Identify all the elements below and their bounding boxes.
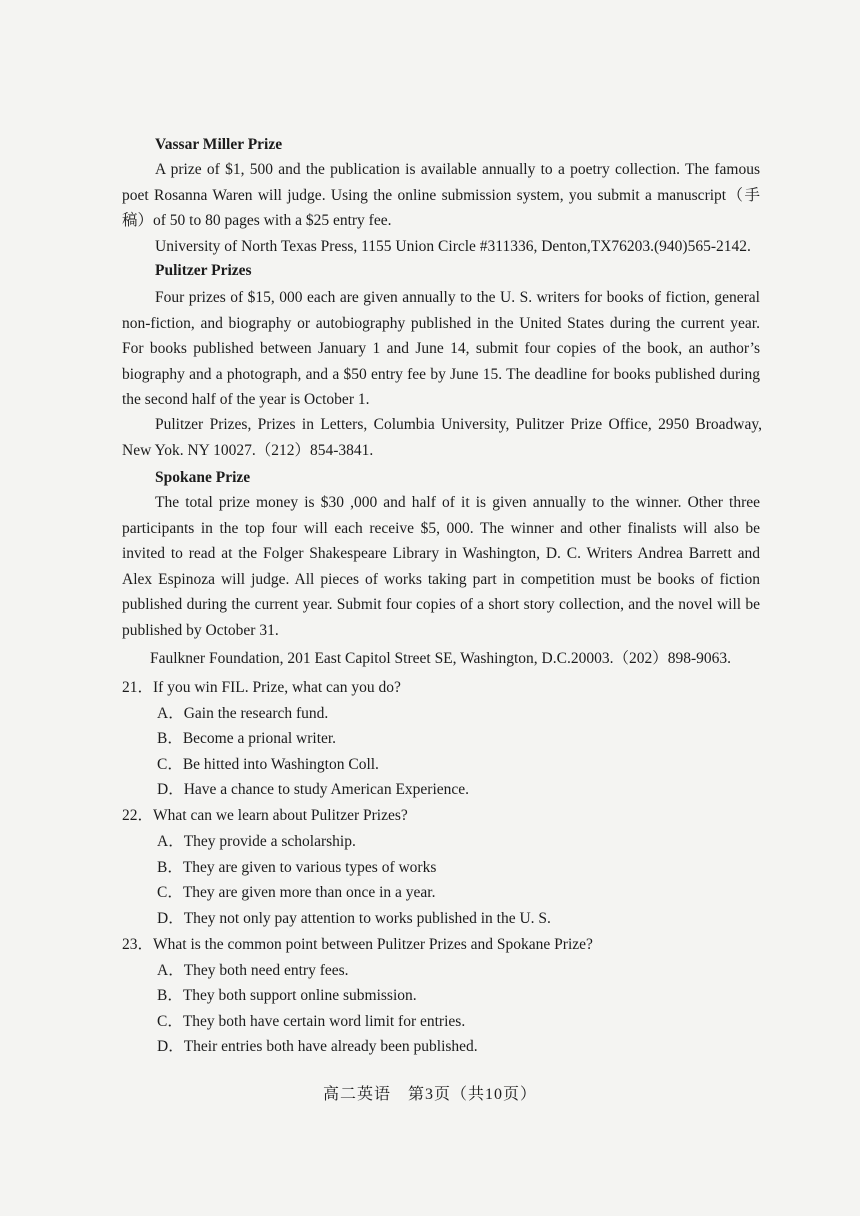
question-option[interactable]: B．They are given to various types of works <box>157 859 437 876</box>
page-footer: 高二英语 第3页（共10页） <box>322 1086 537 1103</box>
question-option[interactable]: A．They provide a scholarship. <box>157 833 356 850</box>
question-option[interactable]: B．They both support online submission. <box>157 987 417 1004</box>
section-address-vassar: University of North Texas Press, 1155 Union Circle #311336, Denton,TX76203.(940)565-2142. <box>155 238 751 255</box>
question-option[interactable]: A．They both need entry fees. <box>157 962 349 979</box>
question-option[interactable]: B．Become a prional writer. <box>157 730 337 747</box>
question-stem: 22．What can we learn about Pulitzer Prizes? <box>122 807 408 824</box>
section-title-pulitzer: Pulitzer Prizes <box>155 262 252 279</box>
section-body-vassar: A prize of $1, 500 and the publication is available annually to a poetry collection. The famous poet Rosanna Waren will judge. Using the online submission system, you submit a manuscript（手稿）of 50 to 80 pages with a $25 entry fee. <box>122 161 760 230</box>
question-stem: 21．If you win FIL. Prize, what can you do? <box>122 679 401 696</box>
question-option[interactable]: C．They both have certain word limit for entries. <box>157 1013 466 1030</box>
section-address-spokane: Faulkner Foundation, 201 East Capitol Street SE, Washington, D.C.20003.（202）898-9063. <box>150 650 731 667</box>
section-body-spokane: The total prize money is $30 ,000 and half of it is given annually to the winner. Other three participants in the top four will each receive $5, 000. The winner and other finalists will also be invited to read at the Folger Shakespeare Library in Washington, D. C. Writers Andrea Barrett and Alex Espinoza will judge. All pieces of works taking part in competition must be books of fiction published during the current year. Submit four copies of a short story collection, and the novel will be published by October 31. <box>122 494 760 639</box>
question-option[interactable]: D．Their entries both have already been published. <box>157 1038 478 1055</box>
question-option[interactable]: C．They are given more than once in a year. <box>157 884 436 901</box>
question-stem: 23．What is the common point between Pulitzer Prizes and Spokane Prize? <box>122 936 593 953</box>
question-option[interactable]: D．They not only pay attention to works published in the U. S. <box>157 910 551 927</box>
section-body-pulitzer: Four prizes of $15, 000 each are given annually to the U. S. writers for books of fiction, general non-fiction, and biography or autobiography published in the United States during the current year. For books published between January 1 and June 14, submit four copies of the book, an author’s biography and a photograph, and a $50 entry fee by June 15. The deadline for books published during the second half of the year is October 1. <box>122 289 760 409</box>
section-title-vassar: Vassar Miller Prize <box>155 136 283 153</box>
question-option[interactable]: A．Gain the research fund. <box>157 705 329 722</box>
question-option[interactable]: C．Be hitted into Washington Coll. <box>157 756 379 773</box>
question-option[interactable]: D．Have a chance to study American Experience. <box>157 781 470 798</box>
section-title-spokane: Spokane Prize <box>155 469 251 486</box>
section-address-pulitzer: Pulitzer Prizes, Prizes in Letters, Columbia University, Pulitzer Prize Office, 2950 Broadway, New Yok. NY 10027.（212）854-3841. <box>122 416 762 459</box>
